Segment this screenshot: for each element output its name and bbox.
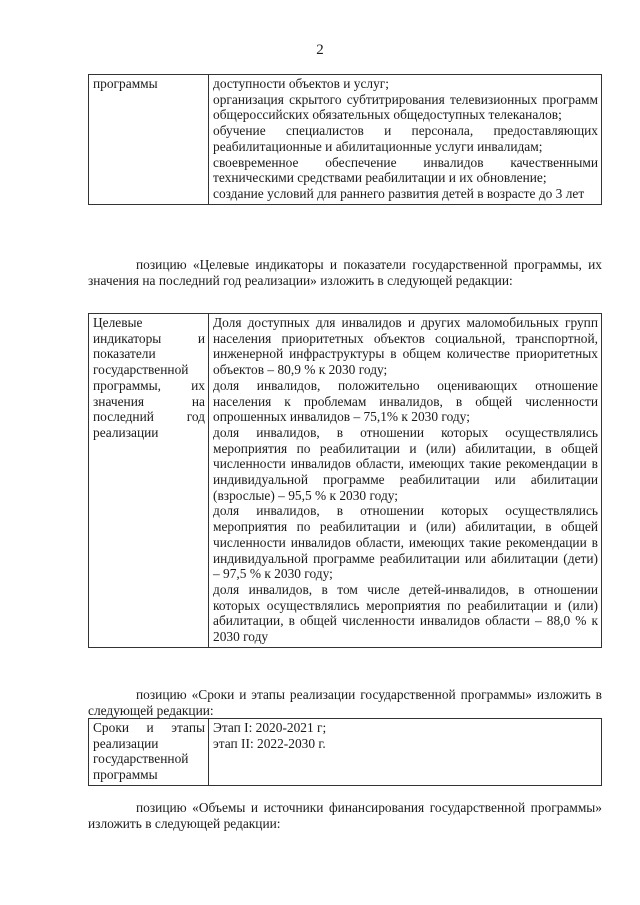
paragraph-targets: позицию «Целевые индикаторы и показатели государственной программы, их значения на последний год реализации» изложить в следующей редакции:	[88, 257, 602, 288]
table2-value	[209, 314, 602, 648]
table2-item: Доля доступных для инвалидов и других маломобильных групп населения приоритетных объектов социальной, транспортной, инженерной инфраструктуры в общем количестве приоритетных объектов – 80,9 % к 2030 году;	[213, 315, 598, 378]
paragraph-stages: позицию «Сроки и этапы реализации государственной программы» изложить в следующей редакции:	[88, 687, 602, 718]
table3-item: Этап I: 2020-2021 г;	[213, 720, 327, 735]
table2-label: Целевые индикаторы и показатели государственной программы, их значения на последний год реализации	[89, 314, 209, 648]
paragraph-financing: позицию «Объемы и источники финансирования государственной программы» изложить в следующей редакции:	[88, 800, 602, 831]
table2-item: доля инвалидов, в отношении которых осуществлялись мероприятия по реабилитации и (или) абилитации, в общей численности инвалидов области, имеющих такие рекомендации в индивидуальной программе реабилитации или абилитации (дети) – 97,5 % к 2030 году;	[213, 503, 598, 582]
table1-item: обучение специалистов и персонала, предоставляющих реабилитационные и абилитационные услуги инвалидам;	[213, 123, 598, 154]
table1-label: программы	[89, 75, 209, 205]
table2-item: доля инвалидов, в том числе детей-инвалидов, в отношении которых осуществлялись мероприятия по реабилитации и (или) абилитации, в общей численности инвалидов области – 88,0 % к 2030 году	[213, 581, 598, 645]
table1-item: своевременное обеспечение инвалидов качественными техническими средствами реабилитации и их обновление;	[213, 154, 598, 186]
table2-item: доля инвалидов, положительно оценивающих отношение населения к проблемам инвалидов, в общей численности опрошенных инвалидов – 75,1% к 2030 году;	[213, 377, 598, 425]
table3-value	[209, 719, 602, 786]
table3-item: этап II: 2022-2030 г.	[213, 735, 326, 751]
table-stages	[88, 718, 602, 786]
page-number: 2	[316, 42, 324, 58]
table-target-indicators	[88, 313, 602, 648]
table-program-tasks	[88, 74, 602, 205]
table1-item: доступности объектов и услуг;	[213, 76, 389, 91]
table1-value	[209, 75, 602, 205]
table1-item: создание условий для раннего развития детей в возрасте до 3 лет	[213, 185, 585, 201]
table2-item: доля инвалидов, в отношении которых осуществлялись мероприятия по реабилитации и (или) абилитации, в общей численности инвалидов области, имеющих такие рекомендации в индивидуальной программе реабилитации или абилитации (взрослые) – 95,5 % к 2030 году;	[213, 424, 598, 503]
table3-label: Сроки и этапы реализации государственной программы	[89, 719, 209, 786]
table1-item: организация скрытого субтитрирования телевизионных программ общероссийских обязательных общедоступных телеканалов;	[213, 91, 598, 123]
